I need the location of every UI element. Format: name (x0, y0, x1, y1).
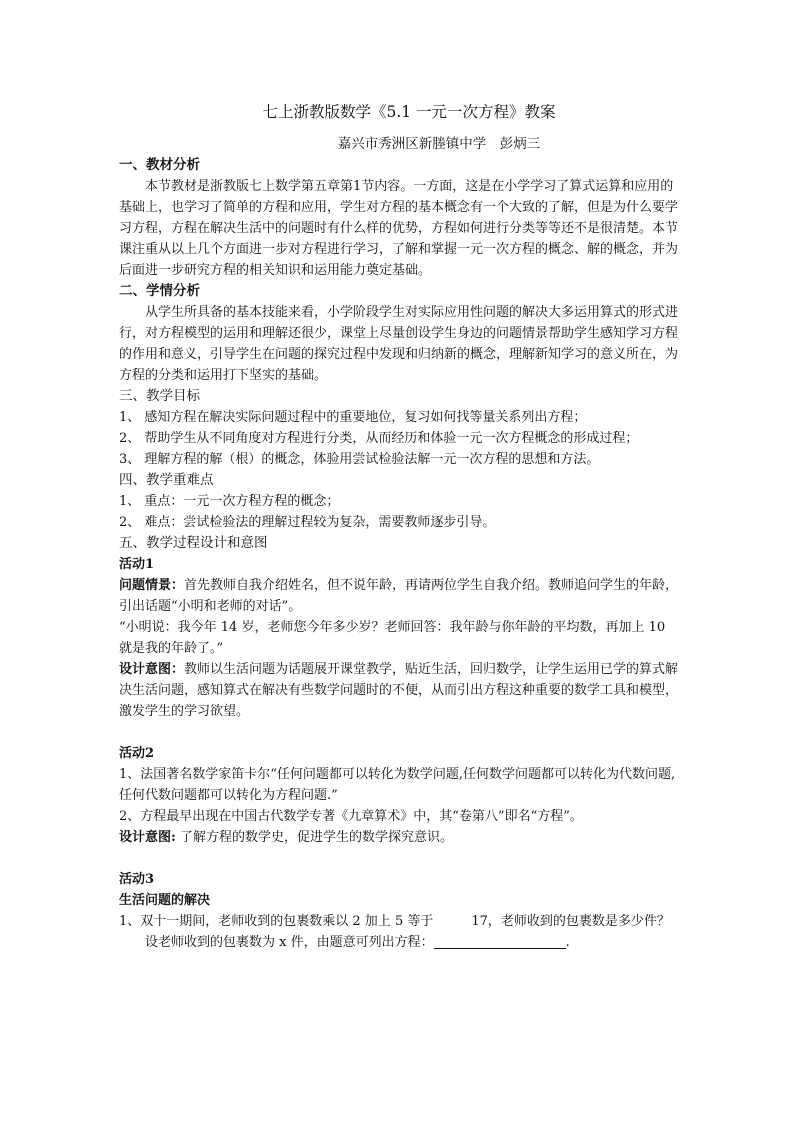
author-line: 嘉兴市秀洲区新塍镇中学 彭炳三 (337, 136, 541, 152)
activity-2-item: 1、法国著名数学家笛卡尔“任何问题都可以转化为数学问题,任何数学问题都可以转化为代数问题,任何代数问题都可以转化为方程问题.” (119, 767, 676, 803)
intent-label: 设计意图： (119, 662, 185, 677)
intent-text: 教师以生活问题为话题展开课堂教学，贴近生活，回归数学，让学生运用已学的算式解决生活问题，感知算式在解决有些数学问题时的不便，从而引出方程这种重要的数学工具和模型，激发学生的学习欲望。 (119, 662, 679, 719)
activity-3-setup (119, 932, 679, 953)
activity-2-intent (119, 827, 679, 848)
activity-3-subheading: 生活问题的解决 (119, 893, 211, 908)
spacer (119, 722, 679, 743)
keypoint-item: 1、 重点：一元一次方程方程的概念； (119, 494, 340, 509)
intent-label: 设计意图: (119, 830, 176, 845)
activity-3-question (119, 911, 679, 932)
activity-1-heading: 活动1 (119, 557, 155, 572)
goal-item: 2、 帮助学生从不同角度对方程进行分类，从而经历和体验一元一次方程概念的形成过程； (119, 431, 639, 446)
question-text-a: 1、双十一期间，老师收到的包裹数乘以 2 加上 5 等于 (119, 914, 434, 929)
activity-1-intent (119, 659, 679, 722)
activity-3-heading: 活动3 (119, 872, 155, 887)
answer-blank[interactable] (434, 934, 566, 949)
keypoint-item: 2、 难点：尝试检验法的理解过程较为复杂，需要教师逐步引导。 (119, 515, 496, 530)
goal-item: 1、 感知方程在解决实际问题过程中的重要地位，复习如何找等量关系列出方程； (119, 410, 587, 425)
scene-text: 首先教师自我介绍姓名，但不说年龄，再请两位学生自我介绍。教师追问学生的年龄，引出话题“小明和老师的对话”。 (119, 578, 679, 614)
activity-2-heading: 活动2 (119, 746, 155, 761)
section-heading-keypoints: 四、教学重难点 (119, 472, 214, 488)
intent-text: 了解方程的数学史，促进学生的数学探究意识。 (175, 830, 453, 845)
setup-text: 设老师收到的包裹数为 x 件，由题意可列出方程： (145, 935, 434, 950)
section-body-students: 从学生所具备的基本技能来看，小学阶段学生对实际应用性问题的解决大多运用算式的形式进行，对方程模型的运用和理解还很少，课堂上尽量创设学生身边的问题情景帮助学生感知学习方程的作用和意义，引导学生在问题的探究过程中发现和归纳新的概念，理解新知学习的意义所在，为方程的分类和运用打下坚实的基础。 (119, 305, 679, 383)
section-heading-textbook: 一、教材分析 (119, 157, 200, 173)
question-text-b: 17，老师收到的包裹数是多少件？ (471, 914, 670, 929)
section-heading-goals: 三、教学目标 (119, 388, 200, 404)
section-heading-students: 二、学情分析 (119, 283, 200, 299)
section-heading-process: 五、教学过程设计和意图 (119, 535, 268, 551)
activity-1-quote: “小明说：我今年 14 岁，老师您今年多少岁？老师回答：我年龄与你年龄的平均数，再加上 10 就是我的年龄了。” (119, 620, 666, 656)
document-page (119, 100, 679, 953)
section-body-textbook: 本节教材是浙教版七上数学第五章第1节内容。一方面，这是在小学学习了算式运算和应用的基础上，也学习了简单的方程和应用，学生对方程的基本概念有一个大致的了解，但是为什么要学习方程，方程在解决生活中的问题时有什么样的优势，方程如何进行分类等等还不是很清楚。本节课注重从以上几个方面进一步对方程进行学习，了解和掌握一元一次方程的概念、解的概念，并为后面进一步研究方程的相关知识和运用能力奠定基础。 (119, 179, 679, 278)
scene-label: 问题情景： (119, 578, 185, 593)
activity-2-item: 2、方程最早出现在中国古代数学专著《九章算术》中，其“卷第八”即名“方程”。 (119, 809, 583, 824)
activity-1-scene (119, 575, 679, 617)
spacer (119, 848, 679, 869)
goal-item: 3、 理解方程的解（根）的概念，体验用尝试检验法解一元一次方程的思想和方法。 (119, 452, 600, 467)
document-title: 七上浙教版数学《5.1 一元一次方程》教案 (262, 103, 556, 121)
setup-end: . (565, 935, 570, 950)
